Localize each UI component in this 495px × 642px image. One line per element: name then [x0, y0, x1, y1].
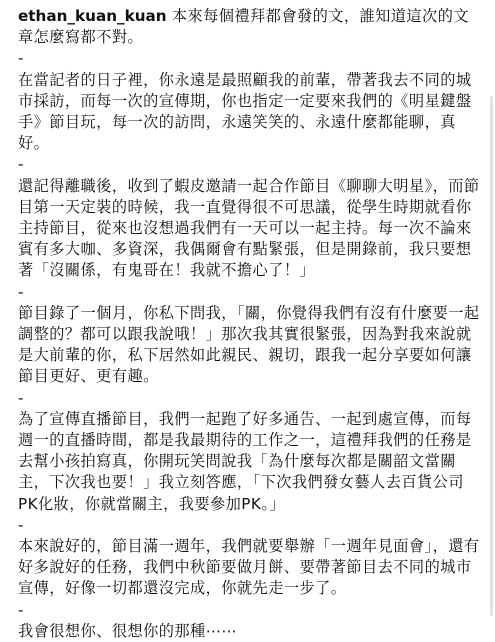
separator: -: [18, 600, 24, 619]
separator: -: [18, 49, 24, 68]
scrollbar[interactable]: [490, 96, 493, 616]
paragraph-1: 在當記者的日子裡，你永遠是最照顧我的前輩，帶著我去不同的城市採訪，而每一次的宣傳期，你也指定一定要來我們的《明星鍵盤手》節目玩，每一次的訪問，永遠笑笑的、永遠什麼都能聊，真好。: [18, 70, 472, 153]
separator: -: [18, 282, 24, 301]
separator: -: [18, 388, 24, 407]
paragraph-2: 還記得離職後，收到了蝦皮邀請一起合作節目《聊聊大明星》，而節目第一天定裝的時候，我一直覺得很不可思議，從學生時期就看你主持節目，從來也沒想過我們有一天可以一起主持。每一次不論來賓有多大咖、多資深，我偶爾會有點緊張，但是開錄前，我只要想著「沒關係，有鬼哥在！我就不擔心了！」: [18, 176, 480, 280]
post-caption: [18, 6, 480, 642]
paragraph-6: 我會很想你、很想你的那種⋯⋯: [18, 621, 237, 640]
paragraph-3: 節目錄了一個月，你私下問我，「關，你覺得我們有沒有什麼要一起調整的？都可以跟我說哦！」那次我其實很緊張，因為對我來說就是大前輩的你，私下居然如此親民、親切，跟我一起分享要如何讓節目更好、更有趣。: [18, 303, 480, 386]
paragraph-4: 為了宣傳直播節目，我們一起跑了好多通告、一起到處宣傳，而每週一的直播時間，都是我最期待的工作之一，這禮拜我們的任務是去幫小孩拍寫真，你開玩笑問說我「為什麼每次都是關韶文當關主，下次我也要！」我立刻答應，「下次我們發女藝人去百貨公司PK化妝，你就當關主，我要參加PK。」: [18, 409, 472, 513]
separator: -: [18, 515, 24, 534]
paragraph-5: 本來說好的，節目滿一週年，我們就要舉辦「一週年見面會」，還有好多說好的任務，我們中秋節要做月餅、要帶著節目去不同的城市宣傳，好像一切都還沒完成，你就先走一步了。: [18, 537, 480, 598]
separator: -: [18, 155, 24, 174]
caption-intro: 本來每個禮拜都會發的文，誰知道這次的文章怎麼寫都不對。: [18, 7, 469, 47]
username-link[interactable]: ethan_kuan_kuan: [18, 7, 167, 25]
